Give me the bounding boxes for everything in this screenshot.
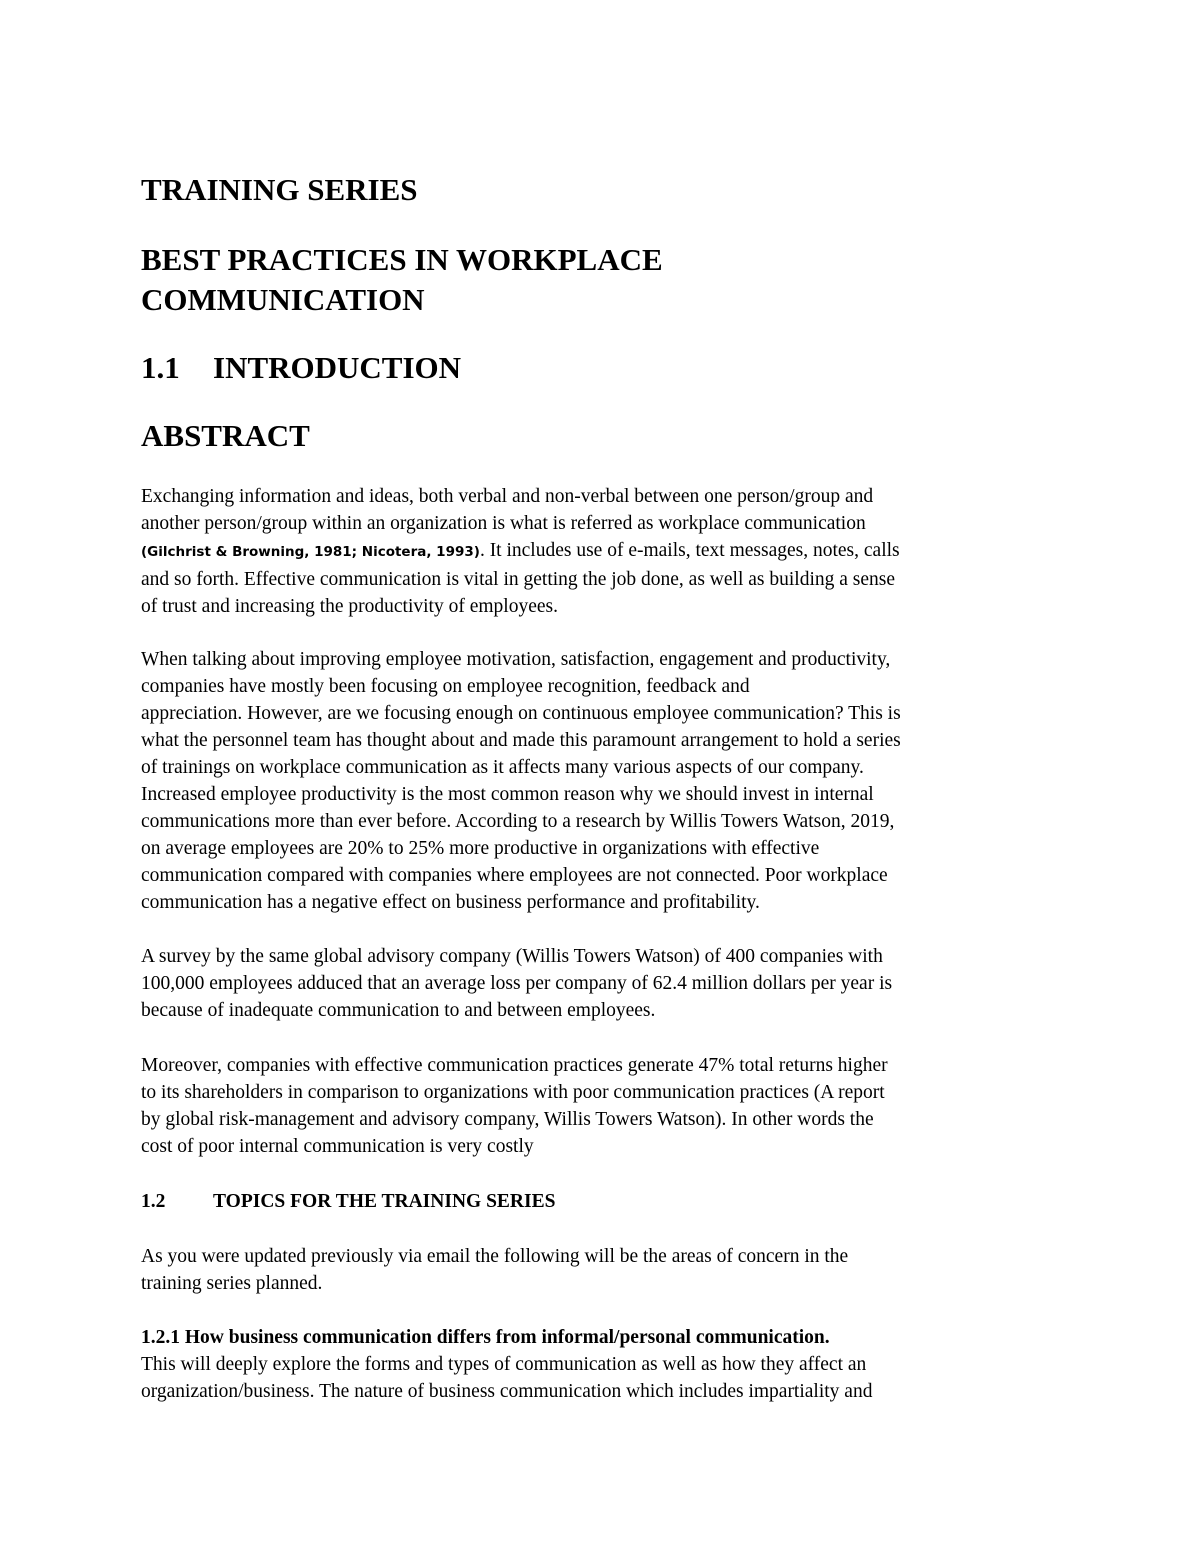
abstract-line: Exchanging information and ideas, both verbal and non-verbal between one person/group and <box>141 486 874 507</box>
paragraph-line: communication has a negative effect on business performance and profitability. <box>141 892 760 913</box>
topics-number: 1.2 <box>141 1191 166 1212</box>
topics-heading <box>141 1188 555 1215</box>
paragraph-line: A survey by the same global advisory company (Willis Towers Watson) of 400 companies with <box>141 946 883 967</box>
paragraph-line: training series planned. <box>141 1273 323 1294</box>
returns-paragraph <box>141 1052 1066 1160</box>
introduction-number: 1.1 <box>141 350 180 385</box>
paragraph-line: to its shareholders in comparison to organizations with poor communication practices (A report <box>141 1082 885 1103</box>
abstract-heading: ABSTRACT <box>141 418 310 453</box>
paragraph-line: of trainings on workplace communication as it affects many various aspects of our company. <box>141 757 864 778</box>
paragraph-line: As you were updated previously via email the following will be the areas of concern in the <box>141 1246 849 1267</box>
abstract-line-with-citation <box>141 537 1066 566</box>
paragraph-line: Increased employee productivity is the most common reason why we should invest in internal <box>141 784 874 805</box>
paragraph-line: cost of poor internal communication is very costly <box>141 1136 534 1157</box>
best-practices-heading-line1: BEST PRACTICES IN WORKPLACE <box>141 242 663 277</box>
introduction-heading <box>141 348 461 388</box>
introduction-title: INTRODUCTION <box>213 350 462 385</box>
paragraph-line: what the personnel team has thought about and made this paramount arrangement to hold a series <box>141 730 901 751</box>
citation: (Gilchrist & Browning, 1981; Nicotera, 1993) <box>141 544 480 560</box>
abstract-paragraph <box>141 483 1066 620</box>
paragraph-line: organization/business. The nature of business communication which includes impartiality and <box>141 1381 873 1402</box>
abstract-line-rest: . It includes use of e-mails, text messages, notes, calls <box>479 540 900 561</box>
best-practices-heading-line2: COMMUNICATION <box>141 282 425 317</box>
abstract-line: and so forth. Effective communication is vital in getting the job done, as well as building a sense <box>141 569 896 590</box>
topics-intro-paragraph <box>141 1243 1066 1297</box>
abstract-line: of trust and increasing the productivity of employees. <box>141 596 558 617</box>
paragraph-line: companies have mostly been focusing on employee recognition, feedback and <box>141 676 750 697</box>
motivation-paragraph <box>141 646 1066 916</box>
topic-1-heading: 1.2.1 How business communication differs from informal/personal communication. <box>141 1327 830 1348</box>
abstract-line: another person/group within an organization is what is referred as workplace communication <box>141 513 866 534</box>
paragraph-line: because of inadequate communication to and between employees. <box>141 1000 656 1021</box>
paragraph-line: 100,000 employees adduced that an average loss per company of 62.4 million dollars per year is <box>141 973 893 994</box>
paragraph-line: This will deeply explore the forms and types of communication as well as how they affect an <box>141 1354 867 1375</box>
topics-title: TOPICS FOR THE TRAINING SERIES <box>213 1191 556 1212</box>
survey-paragraph <box>141 943 1066 1024</box>
paragraph-line: communications more than ever before. According to a research by Willis Towers Watson, 2019, <box>141 811 895 832</box>
paragraph-line: When talking about improving employee motivation, satisfaction, engagement and productivity, <box>141 649 891 670</box>
paragraph-line: by global risk-management and advisory company, Willis Towers Watson). In other words the <box>141 1109 874 1130</box>
paragraph-line: Moreover, companies with effective communication practices generate 47% total returns higher <box>141 1055 888 1076</box>
paragraph-line: on average employees are 20% to 25% more productive in organizations with effective <box>141 838 820 859</box>
paragraph-line: communication compared with companies where employees are not connected. Poor workplace <box>141 865 888 886</box>
paragraph-line: appreciation. However, are we focusing enough on continuous employee communication? This is <box>141 703 901 724</box>
topic-1-paragraph <box>141 1324 1066 1405</box>
training-series-heading: TRAINING SERIES <box>141 172 418 207</box>
